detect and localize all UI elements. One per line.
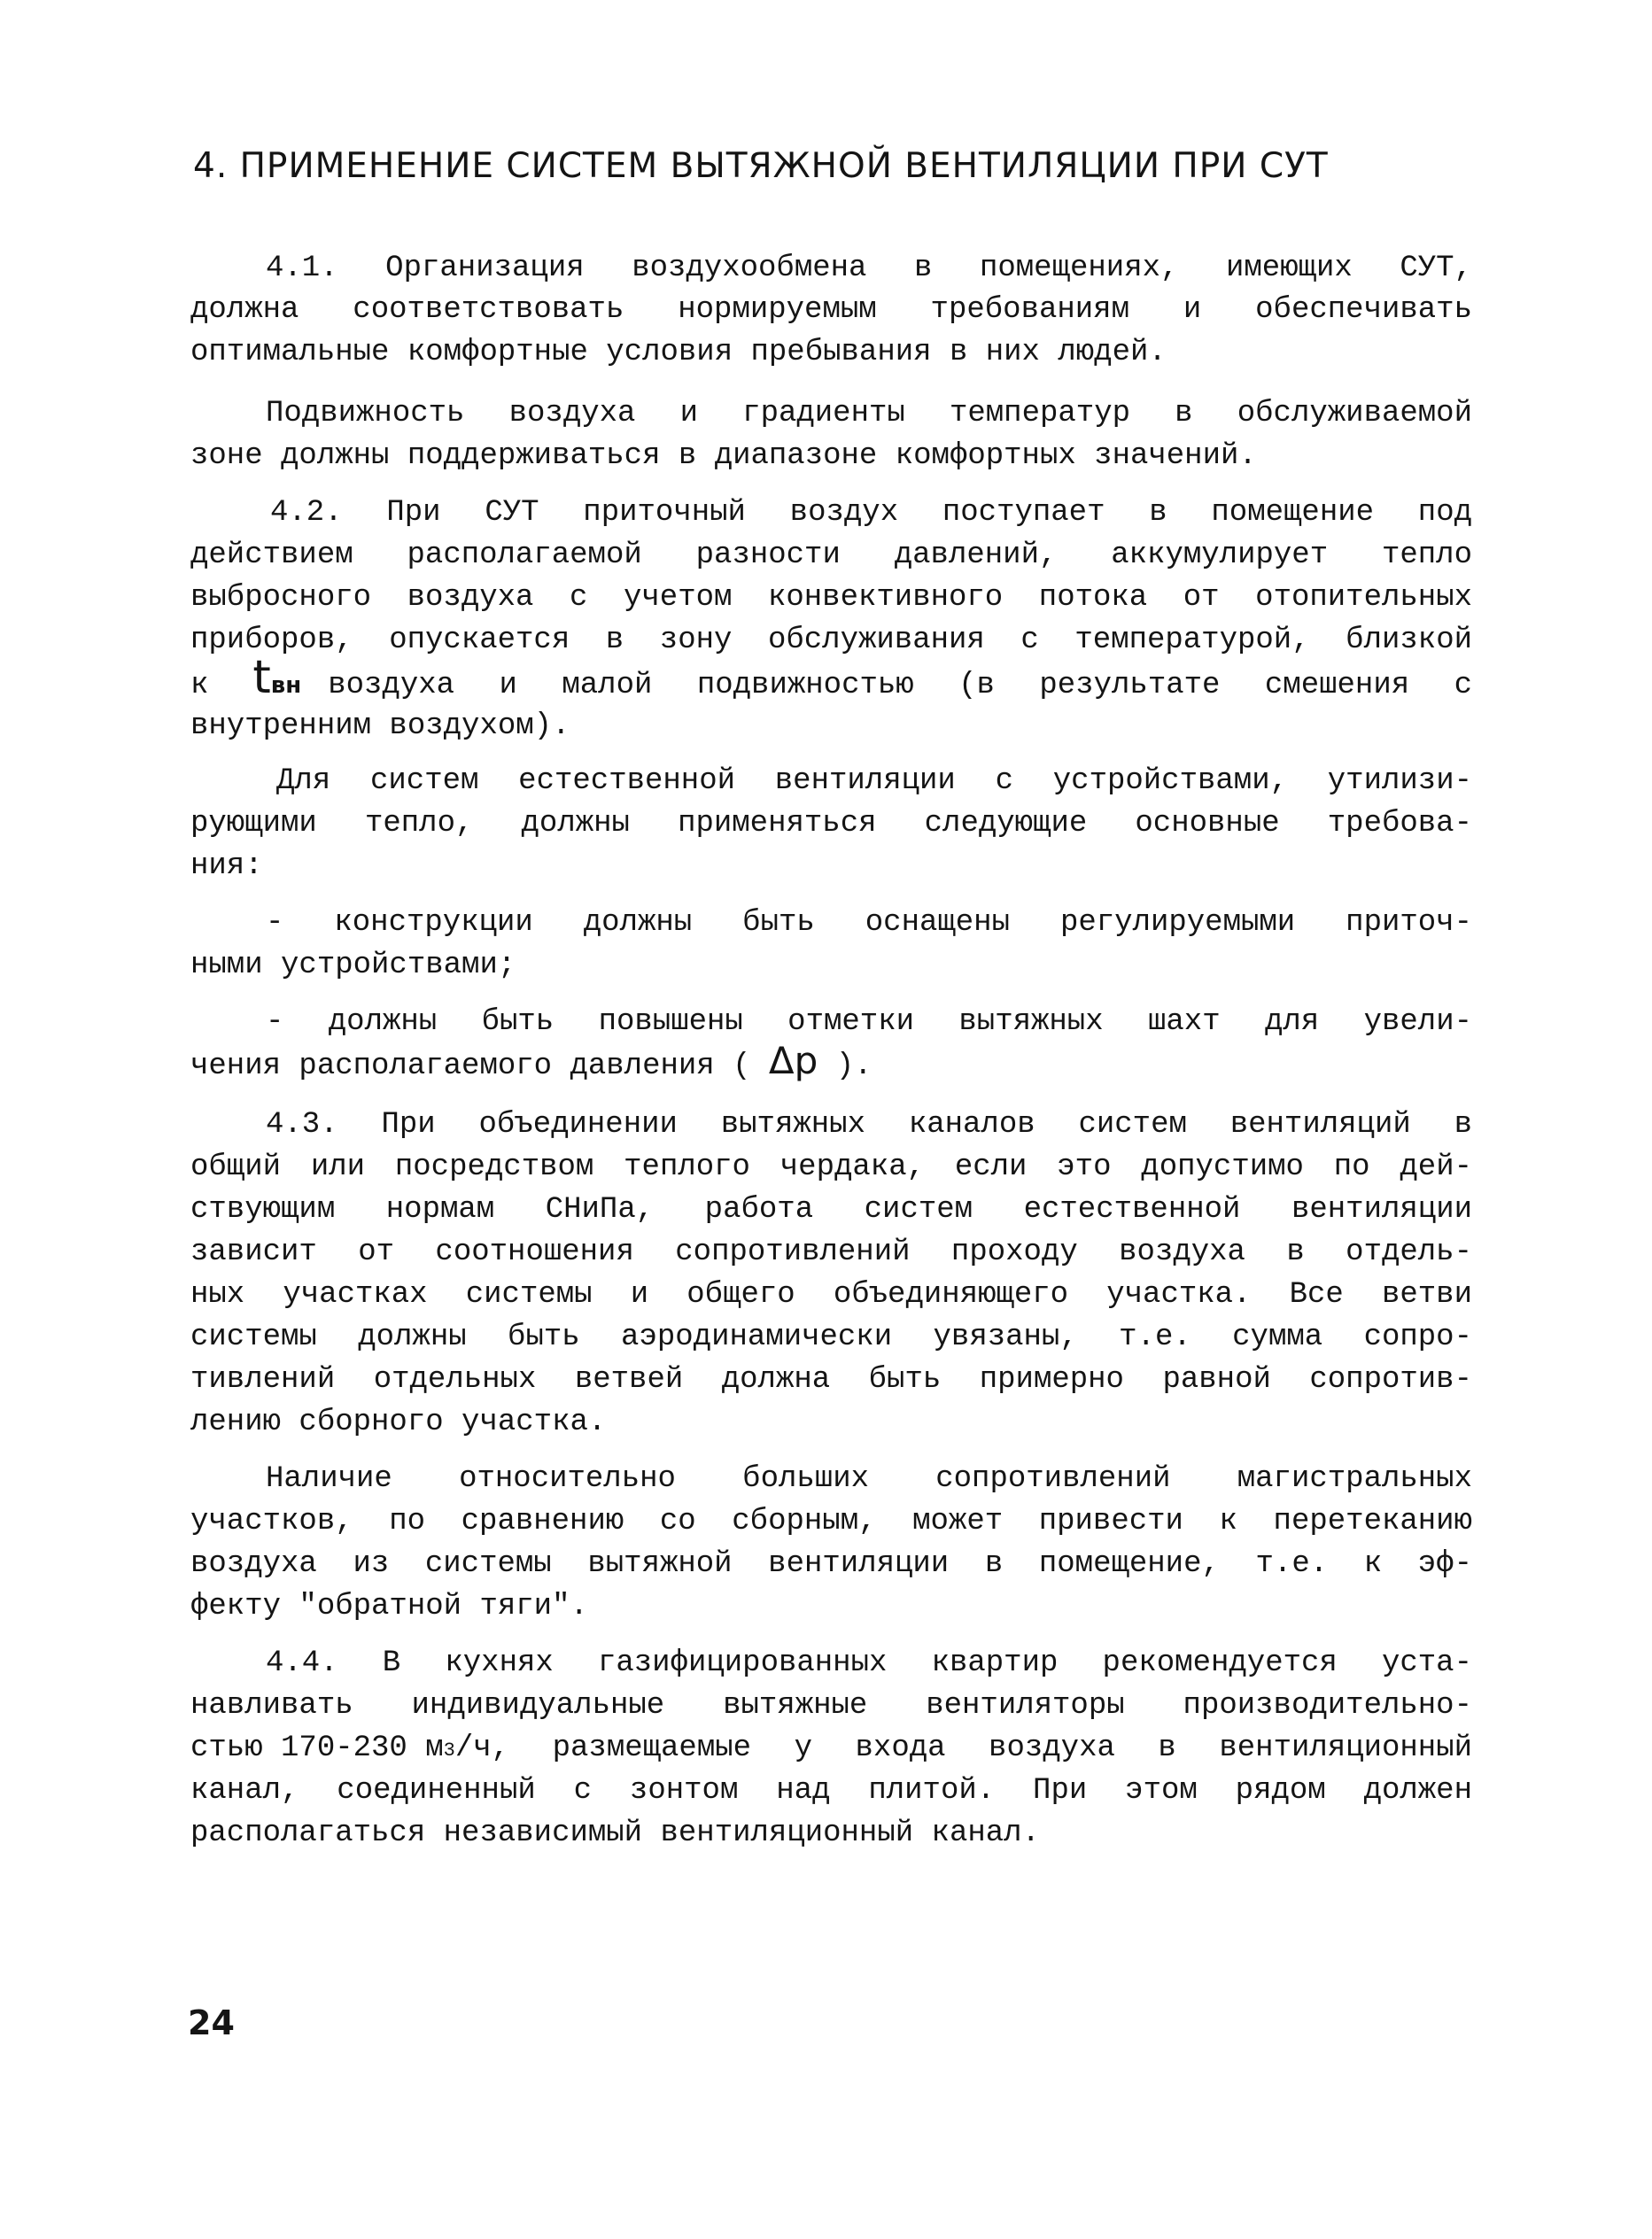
- paragraph-line: Подвижность воздуха и градиенты температур в обслуживаемой: [266, 397, 1472, 430]
- paragraph-4-1-line: оптимальные комфортные условия пребывания в них людей.: [190, 336, 1167, 369]
- paragraph-4-1-line: должна соответствовать нормируемым требованиям и обеспечивать: [190, 293, 1472, 327]
- paragraph-line: рующими тепло, должны применяться следующие основные требова-: [190, 807, 1472, 841]
- paragraph-4-2-line: приборов, опускается в зону обслуживания с температурой, близкой: [190, 624, 1472, 657]
- pressure-delta-symbol: Δp: [768, 1039, 818, 1082]
- bullet-item-line: ными устройствами;: [190, 949, 516, 982]
- text-fragment: воздуха и малой подвижностью (в результате смешения с: [328, 669, 1472, 702]
- paragraph-4-3-line: системы должны быть аэродинамически увязаны, т.е. сумма сопро-: [190, 1321, 1472, 1354]
- paragraph-line: участков, по сравнению со сборным, может привести к перетеканию: [190, 1505, 1472, 1538]
- paragraph-4-4-line: располагаться независимый вентиляционный канал.: [190, 1817, 1040, 1850]
- bullet-item-line: - должны быть повышены отметки вытяжных шахт для увели-: [266, 1005, 1472, 1039]
- paragraph-4-1-line: 4.1. Организация воздухообмена в помещениях, имеющих СУТ,: [266, 252, 1472, 285]
- paragraph-4-2-line: 4.2. При СУТ приточный воздух поступает в помещение под: [270, 496, 1472, 530]
- paragraph-4-3-line: тивлений отдельных ветвей должна быть примерно равной сопротив-: [190, 1363, 1472, 1397]
- text-fragment: стью 170-230 м: [190, 1732, 444, 1765]
- paragraph-4-3-line: лению сборного участка.: [190, 1406, 607, 1439]
- temperature-symbol: t: [252, 651, 271, 704]
- paragraph-4-2-line: действием располагаемой разности давлений, аккумулирует тепло: [190, 538, 1472, 572]
- text-fragment: чения располагаемого давления (: [190, 1050, 751, 1083]
- paragraph-4-2-line: внутренним воздухом).: [190, 709, 570, 743]
- paragraph-4-2-formula-line: [190, 651, 1472, 704]
- paragraph-4-3-line: ствующим нормам СНиПа, работа систем естественной вентиляции: [190, 1193, 1472, 1227]
- paragraph-4-4-formula-line: [190, 1731, 1472, 1769]
- paragraph-line: воздуха из системы вытяжной вентиляции в помещение, т.е. к эф-: [190, 1547, 1472, 1581]
- paragraph-line: фекту "обратной тяги".: [190, 1590, 588, 1623]
- text-fragment: ).: [835, 1050, 873, 1083]
- paragraph-line: Наличие относительно больших сопротивлений магистральных: [266, 1462, 1472, 1496]
- text-fragment: /ч, размещаемые у входа воздуха в вентиляционный: [454, 1732, 1472, 1765]
- paragraph-4-4-line: навливать индивидуальные вытяжные вентиляторы производительно-: [190, 1689, 1472, 1723]
- paragraph-line: зоне должны поддерживаться в диапазоне комфортных значений.: [190, 439, 1257, 473]
- paragraph-4-4-line: канал, соединенный с зонтом над плитой. При этом рядом должен: [190, 1774, 1472, 1808]
- bullet-item-line: - конструкции должны быть оснащены регулируемыми приточ-: [266, 906, 1472, 940]
- bullet-item-formula-line: [190, 1039, 1472, 1084]
- paragraph-4-3-line: 4.3. При объединении вытяжных каналов систем вентиляций в: [266, 1108, 1472, 1142]
- paragraph-line: ния:: [190, 849, 263, 883]
- paragraph-4-3-line: ных участках системы и общего объединяющего участка. Все ветви: [190, 1278, 1472, 1312]
- paragraph-line: Для систем естественной вентиляции с устройствами, утилизи-: [276, 764, 1472, 798]
- section-heading: 4. ПРИМЕНЕНИЕ СИСТЕМ ВЫТЯЖНОЙ ВЕНТИЛЯЦИИ ПРИ СУТ: [193, 146, 1329, 186]
- paragraph-4-4-line: 4.4. В кухнях газифицированных квартир рекомендуется уста-: [266, 1646, 1472, 1680]
- text-fragment: к: [190, 669, 209, 702]
- page-number: 24: [188, 2003, 235, 2042]
- paragraph-4-3-line: общий или посредством теплого чердака, если это допустимо по дей-: [190, 1150, 1472, 1184]
- paragraph-4-3-line: зависит от соотношения сопротивлений проходу воздуха в отдель-: [190, 1236, 1472, 1269]
- temperature-subscript: вн: [270, 672, 302, 699]
- superscript: 3: [443, 1739, 455, 1762]
- paragraph-4-2-line: выбросного воздуха с учетом конвективного потока от отопительных: [190, 581, 1472, 615]
